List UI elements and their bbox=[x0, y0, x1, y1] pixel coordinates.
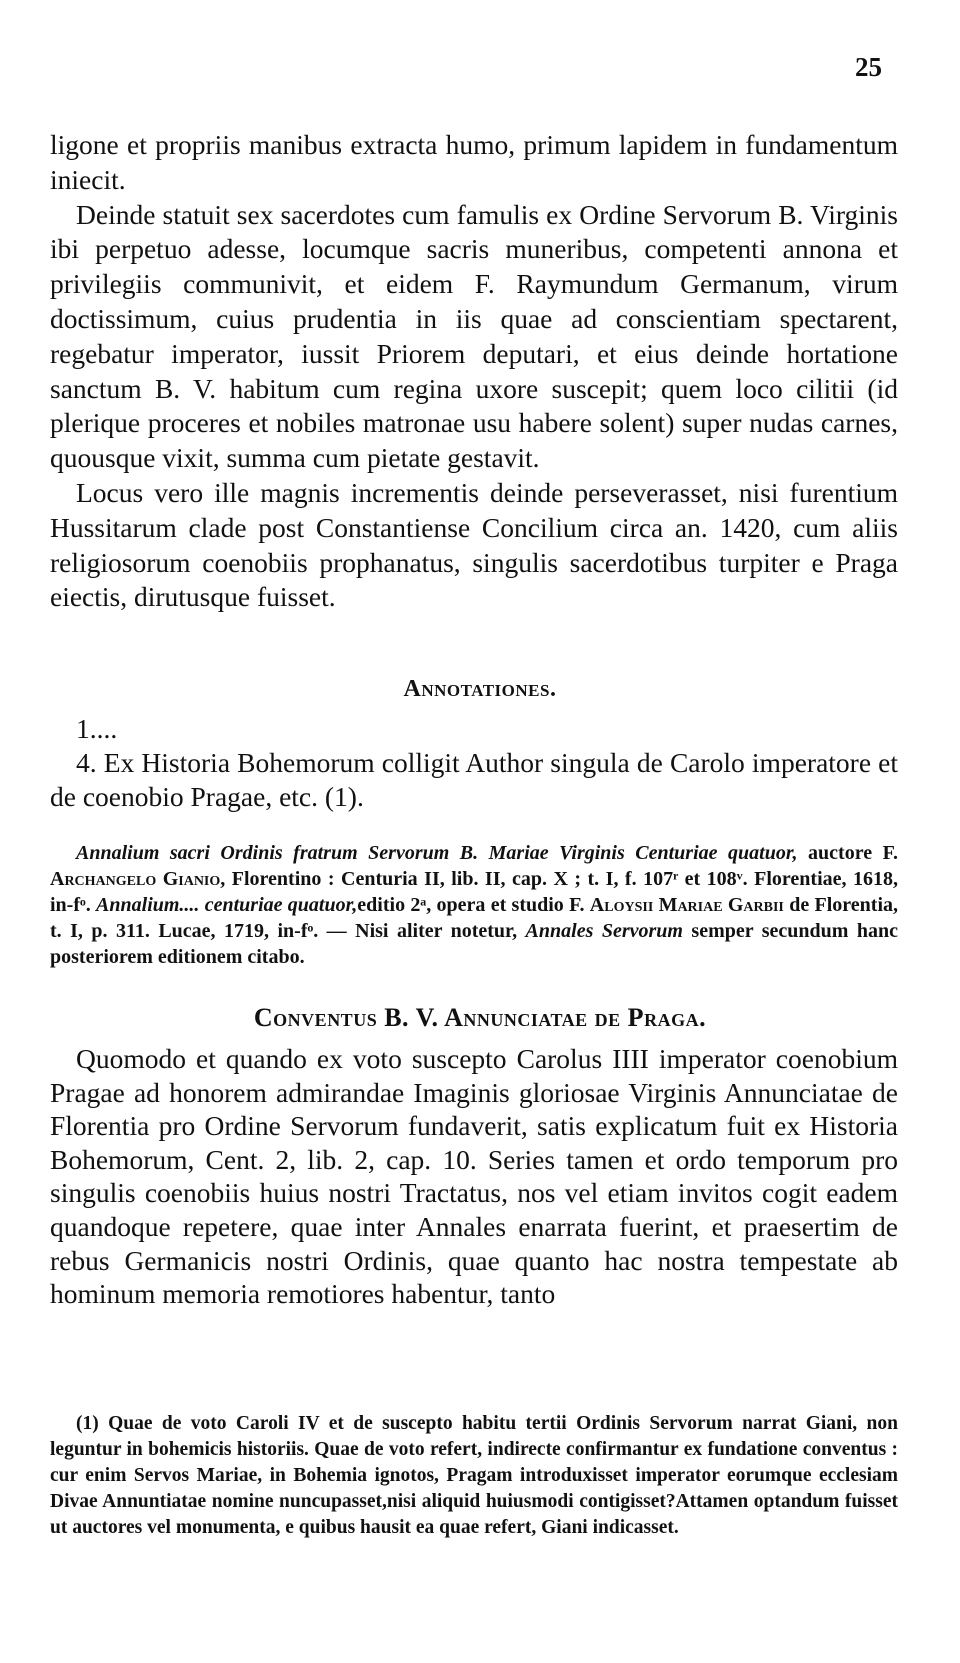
annotation-list bbox=[50, 712, 898, 814]
annotationes-heading: Annotationes. bbox=[403, 676, 557, 702]
annotation-item-4: 4. Ex Historia Bohemorum colligit Author singula de Carolo imperatore et de coenobio Pragae, etc. (1). bbox=[50, 747, 898, 812]
paragraph-locus: Locus vero ille magnis incrementis deinde perseverasset, nisi furentium Hussitarum clade post Constantiense Concilium circa an. 1420, cum aliis religiosorum coenobiis prophanatus, singulis sacerdotibus turpiter e Praga eiectis, dirutusque fuisset. bbox=[50, 476, 898, 613]
paragraph-deinde: Deinde statuit sex sacerdotes cum famulis ex Ordine Servorum B. Virginis ibi perpetuo adesse, locumque sacris muneribus, competenti annona et privilegiis communivit, et eidem F. Raymundum Germanum, virum doctissimum, cuius prudentia in iis quae ad conscientiam spectarent, regebatur imperator, iussit Priorem deputari, et eius deinde hortatione sanctum B. V. habitum cum regina uxore suscepit; quem loco cilitii (id plerique proceres et nobiles matronae usu habere solent) super nudas carnes, quousque vixit, summa cum pietate gestavit. bbox=[50, 198, 898, 474]
bib-text: auctore F. bbox=[797, 842, 898, 864]
bib-author-garbii: Aloysii Mariae Garbii bbox=[589, 894, 784, 916]
annotation-item-1: 1.... bbox=[76, 713, 118, 744]
main-body-text bbox=[50, 128, 898, 615]
bib-text: editio 2ᵃ, opera et studio F. bbox=[357, 894, 590, 916]
page-number: 25 bbox=[855, 52, 882, 82]
bib-title-annales-servorum: Annales Servorum bbox=[525, 920, 683, 942]
bib-title-centuriae: Annalium.... centuriae quatuor, bbox=[96, 894, 358, 916]
bibliographic-note bbox=[50, 840, 898, 970]
paragraph-continuation: ligone et propriis manibus extracta humo, primum lapidem in fundamentum iniecit. bbox=[50, 129, 898, 195]
bib-title-annalium: Annalium sacri Ordinis fratrum Servorum B. Mariae Virginis Centuriae quatuor, bbox=[76, 842, 798, 864]
conventus-paragraph: Quomodo et quando ex voto suscepto Carolus IIII imperator coenobium Pragae ad honorem admirandae Imaginis gloriosae Virginis Annunciatae de Florentia pro Ordine Servorum fundaverit, satis explicatum fuit ex Historia Bohemorum, Cent. 2, lib. 2, cap. 10. Series tamen et ordo temporum pro singulis coenobiis huius nostri Tractatus, nos vel etiam invitos cogit eadem quandoque repetere, quae inter Annales enarrata fuerint, et praesertim de rebus Germanicis nostri Ordinis, quae quanto hac nostra tempestate ab hominum memoria remotiores habentur, tanto bbox=[50, 1043, 898, 1310]
bib-text: , Florentino : Centuria II, lib. II, cap. X ; t. I, f. 107ʳ et 108ᵛ. Florentiae, 1618, in-fᵒ. bbox=[50, 868, 898, 916]
bib-text: de Florentia, t. I, p. 311. Lucae, 1719, in-fᵒ. — Nisi aliter notetur, bbox=[50, 894, 899, 942]
bib-author-gianio: Archangelo Gianio bbox=[50, 868, 221, 890]
bib-text: semper secundum hanc posteriorem editionem citabo. bbox=[50, 920, 899, 968]
footnote: (1) Quae de voto Caroli IV et de suscepto habitu tertii Ordinis Servorum narrat Giani, non leguntur in bohemicis historiis. Quae de voto refert, indirecte confirmantur ex fundatione conventus : cur enim Servos Mariae, in Bohemia ignotos, Pragam introduxisset imperator eorumque ecclesiam Divae Annuntiatae nomine nuncupasset,nisi aliquid huiusmodi contigisset?Attamen optandum fuisset ut auctores vel monumenta, e quibus hausit ea quae refert, Giani indicasset. bbox=[50, 1413, 898, 1538]
conventus-heading: Conventus B. V. Annunciatae de Praga. bbox=[253, 1003, 707, 1032]
